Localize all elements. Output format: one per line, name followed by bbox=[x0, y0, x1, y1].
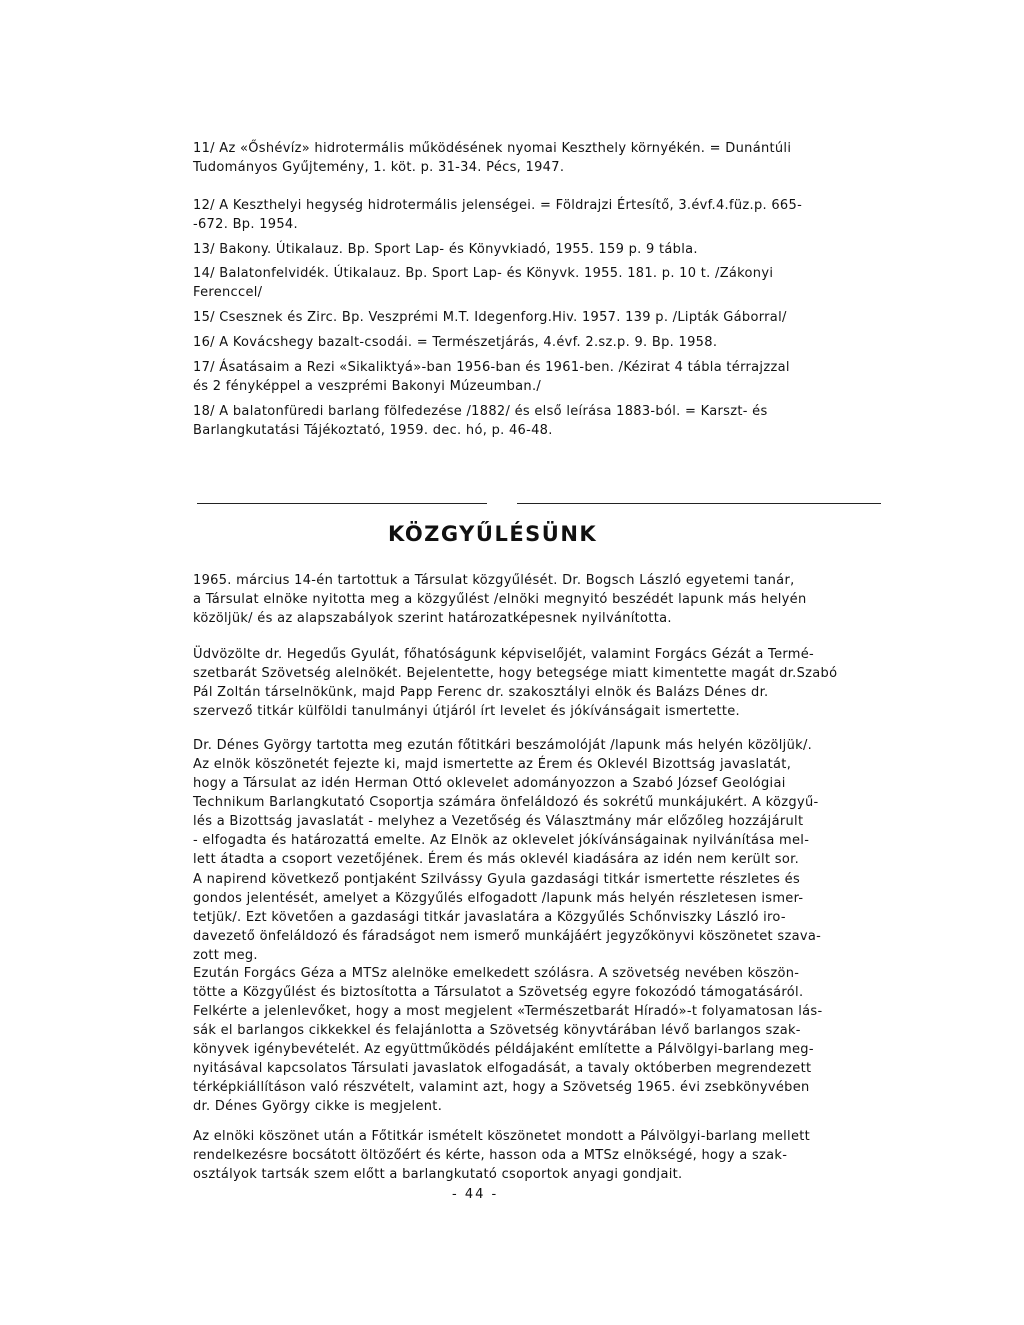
paragraph-2 bbox=[193, 645, 893, 721]
text-line: nyitásával kapcsolatos Társulati javaslatok elfogadását, a tavaly októberben megrendezett bbox=[193, 1061, 812, 1076]
reference-11 bbox=[193, 139, 893, 177]
text-line: Ezután Forgács Géza a MTSz alelnöke emelkedett szólásra. A szövetség nevében köszön- bbox=[193, 966, 800, 981]
text-line: lett átadta a csoport vezetőjének. Érem és más oklevél kiadására az idén nem került sor. bbox=[193, 852, 799, 867]
paragraph-3 bbox=[193, 736, 893, 869]
text-line: 18/ A balatonfüredi barlang fölfedezése /1882/ és első leírása 1883-ból. = Karszt- és bbox=[193, 404, 768, 419]
text-line: tötte a Közgyűlést és biztosította a Társulatot a Szövetség egyre fokozódó támogatásáról. bbox=[193, 985, 804, 1000]
section-heading: KÖZGYŰLÉSÜNK bbox=[388, 522, 598, 546]
reference-15 bbox=[193, 308, 893, 327]
text-line: 12/ A Keszthelyi hegység hidrotermális jelenségei. = Földrajzi Értesítő, 3.évf.4.füz.p. 665- bbox=[193, 198, 803, 213]
text-line: Pál Zoltán társelnökünk, majd Papp Ferenc dr. szakosztályi elnök és Balázs Dénes dr. bbox=[193, 685, 769, 700]
text-line: és 2 fényképpel a veszprémi Bakonyi Múzeumban./ bbox=[193, 379, 542, 394]
text-line: Az elnök köszönetét fejezte ki, majd ismertette az Érem és Oklevél Bizottság javaslatát, bbox=[193, 757, 792, 772]
text-line: -672. Bp. 1954. bbox=[193, 217, 298, 232]
text-line: térképkiállításon való részvételt, valamint azt, hogy a Szövetség 1965. évi zsebkönyvében bbox=[193, 1080, 810, 1095]
text-line: Tudományos Gyűjtemény, 1. köt. p. 31-34. Pécs, 1947. bbox=[193, 160, 565, 175]
text-line: sák el barlangos cikkekkel és felajánlotta a Szövetség könyvtárában lévő barlangos szak- bbox=[193, 1023, 801, 1038]
text-line: tetjük/. Ezt követően a gazdasági titkár javaslatára a Közgyűlés Schőnviszky László iro- bbox=[193, 910, 786, 925]
text-line: Ferenccel/ bbox=[193, 285, 263, 300]
text-line: 14/ Balatonfelvidék. Útikalauz. Bp. Sport Lap- és Könyvk. 1955. 181. p. 10 t. /Zákonyi bbox=[193, 266, 774, 281]
reference-12 bbox=[193, 196, 893, 234]
text-line: Technikum Barlangkutató Csoportja számára önfeláldozó és sokrétű munkájukért. A közgyű- bbox=[193, 795, 819, 810]
text-line: 1965. március 14-én tartottuk a Társulat közgyűlését. Dr. Bogsch László egyetemi tanár, bbox=[193, 573, 795, 588]
paragraph-1 bbox=[193, 571, 893, 628]
text-line: 16/ A Kovácshegy bazalt-csodái. = Természetjárás, 4.évf. 2.sz.p. 9. Bp. 1958. bbox=[193, 335, 718, 350]
text-line: lés a Bizottság javaslatát - melyhez a Vezetőség és Választmány már előzőleg hozzájárult bbox=[193, 814, 804, 829]
text-line: Felkérte a jelenlevőket, hogy a most megjelent «Természetbarát Híradó»-t folyamatosan lás- bbox=[193, 1004, 823, 1019]
text-line: 17/ Ásatásaim a Rezi «Sikaliktyá»-ban 1956-ban és 1961-ben. /Kézirat 4 tábla térrajzzal bbox=[193, 360, 790, 375]
separator-line bbox=[517, 503, 881, 504]
text-line: davezető önfeláldozó és fáradságot nem ismerő munkájáért jegyzőkönyvi köszönetet szava- bbox=[193, 929, 822, 944]
text-line: osztályok tartsák szem előtt a barlangkutató csoportok anyagi gondjait. bbox=[193, 1167, 683, 1182]
text-line: rendelkezésre bocsátott öltözőért és kérte, hasson oda a MTSz elnökségé, hogy a szak- bbox=[193, 1148, 788, 1163]
reference-17 bbox=[193, 358, 893, 396]
text-line: 13/ Bakony. Útikalauz. Bp. Sport Lap- és Könyvkiadó, 1955. 159 p. 9 tábla. bbox=[193, 242, 698, 257]
text-line: 15/ Csesznek és Zirc. Bp. Veszprémi M.T. Idegenforg.Hiv. 1957. 139 p. /Lipták Gáborral/ bbox=[193, 310, 787, 325]
text-line: szetbarát Szövetség alelnökét. Bejelentette, hogy betegsége miatt kimentette magát dr.Szabó bbox=[193, 666, 838, 681]
reference-13 bbox=[193, 240, 893, 259]
paragraph-4 bbox=[193, 870, 893, 965]
separator-line bbox=[197, 503, 487, 504]
paragraph-5 bbox=[193, 964, 893, 1116]
reference-16 bbox=[193, 333, 893, 352]
text-line: a Társulat elnöke nyitotta meg a közgyűlést /elnöki megnyitó beszédét lapunk más helyén bbox=[193, 592, 807, 607]
text-line: gondos jelentését, amelyet a Közgyűlés elfogadott /lapunk más helyén részletesen ismer- bbox=[193, 891, 804, 906]
reference-14 bbox=[193, 264, 893, 302]
reference-18 bbox=[193, 402, 893, 440]
text-line: A napirend következő pontjaként Szilvássy Gyula gazdasági titkár ismertette részletes és bbox=[193, 872, 801, 887]
text-line: Barlangkutatási Tájékoztató, 1959. dec. hó, p. 46-48. bbox=[193, 423, 553, 438]
text-line: - elfogadta és határozattá emelte. Az Elnök az oklevelet jókívánságainak nyilvánítása mel- bbox=[193, 833, 810, 848]
text-line: zott meg. bbox=[193, 948, 258, 963]
text-line: Az elnöki köszönet után a Főtitkár ismételt köszönetet mondott a Pálvölgyi-barlang mellett bbox=[193, 1129, 811, 1144]
text-line: dr. Dénes György cikke is megjelent. bbox=[193, 1099, 443, 1114]
text-line: Üdvözölte dr. Hegedűs Gyulát, főhatóságunk képviselőjét, valamint Forgács Gézát a Termé- bbox=[193, 647, 815, 662]
text-line: Dr. Dénes György tartotta meg ezután főtitkári beszámolóját /lapunk más helyén közöljük/. bbox=[193, 738, 813, 753]
paragraph-6 bbox=[193, 1127, 893, 1184]
text-line: hogy a Társulat az idén Herman Ottó oklevelet adományozzon a Szabó József Geológiai bbox=[193, 776, 786, 791]
text-line: szervező titkár külföldi tanulmányi útjáról írt levelet és jókívánságait ismertette. bbox=[193, 704, 740, 719]
page-number: - 44 - bbox=[452, 1187, 499, 1202]
text-line: könyvek igénybevételét. Az együttműködés példájaként említette a Pálvölgyi-barlang meg- bbox=[193, 1042, 814, 1057]
text-line: 11/ Az «Őshévíz» hidrotermális működésének nyomai Keszthely környékén. = Dunántúli bbox=[193, 141, 792, 156]
text-line: közöljük/ és az alapszabályok szerint határozatképesnek nyilvánította. bbox=[193, 611, 672, 626]
